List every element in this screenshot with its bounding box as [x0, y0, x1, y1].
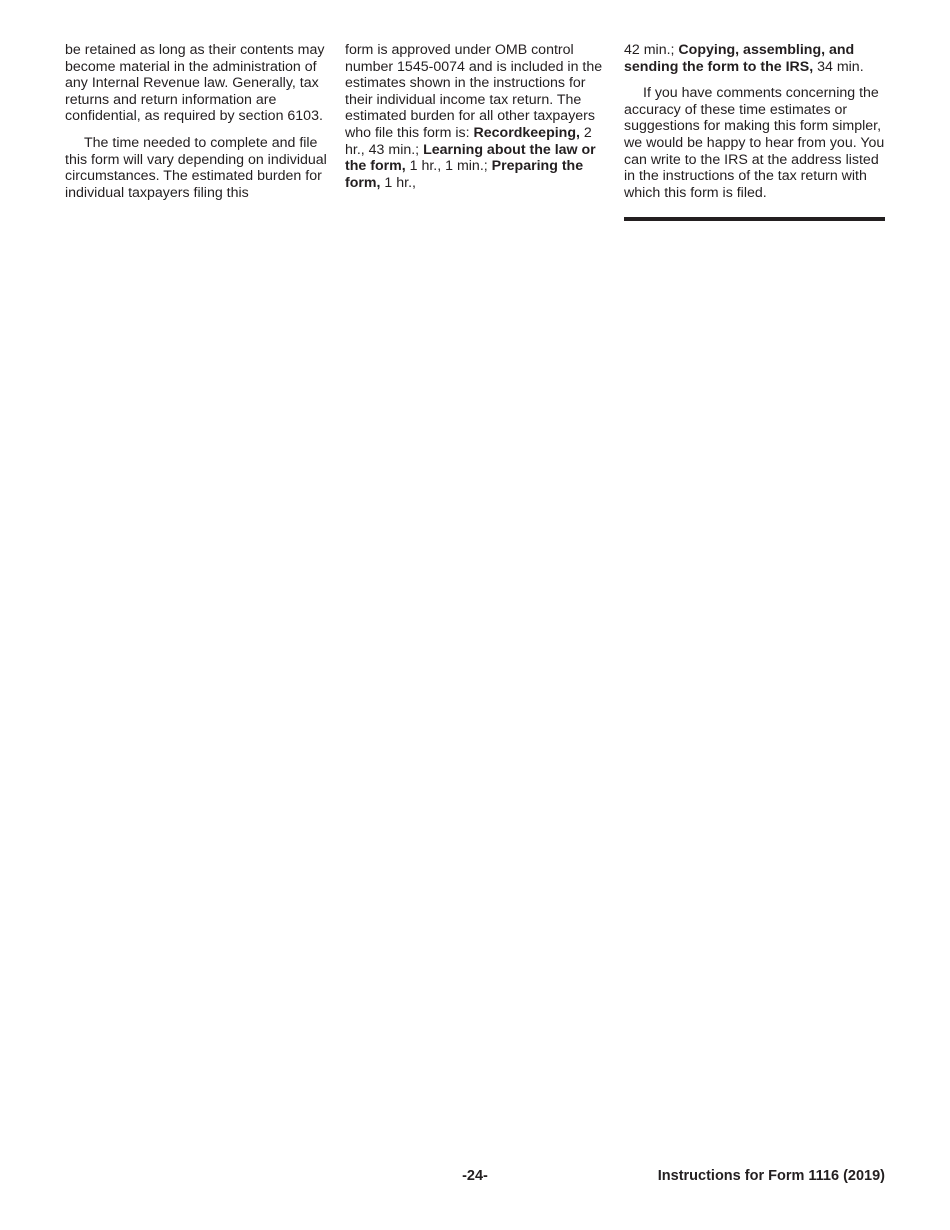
text-column-3 [624, 42, 886, 211]
text-column-2 [345, 42, 607, 201]
end-of-section-rule [624, 217, 885, 221]
paragraph-burden-continued [624, 42, 886, 75]
paragraph-confidentiality: be retained as long as their contents may become material in the administration of any Internal Revenue law. Generally, tax returns and return information are confidential, as required by section 6103. [65, 42, 325, 125]
preparing-label: Preparing the form, [345, 158, 584, 191]
paragraph-burden-estimates [345, 42, 607, 191]
burden-continued-lead: 42 min.; [624, 42, 679, 58]
footer-form-title: Instructions for Form 1116 (2019) [657, 1168, 885, 1184]
learning-label: Learning about the law or the form, [345, 141, 596, 175]
paragraph-comments: If you have comments concerning the accuracy of these time estimates or suggestions for making this form simpler, we would be happy to hear from you. You can write to the IRS at the address listed in the instructions of the tax return with which this form is filed. [624, 85, 885, 201]
learning-value: 1 hr., 1 min.; [405, 158, 492, 175]
paragraph-time-needed: The time needed to complete and file this form will vary depending on individual circumstances. The estimated burden for individual taxpayers filing this [65, 134, 327, 201]
text-column-1 [65, 42, 327, 211]
burden-intro-text: form is approved under OMB control number 1545-0074 and is included in the estimates shown in the instructions for their individual income tax return. The estimated burden for all other taxpayers who file this form is: [345, 42, 603, 141]
recordkeeping-value: 2 hr., 43 min.; [345, 124, 592, 158]
preparing-value: 1 hr., [380, 174, 416, 191]
page-number: -24- [462, 1168, 488, 1184]
copying-value: 34 min. [813, 58, 864, 75]
copying-label: Copying, assembling, and sending the form to the IRS, [624, 42, 855, 75]
recordkeeping-label: Recordkeeping, [473, 124, 580, 141]
